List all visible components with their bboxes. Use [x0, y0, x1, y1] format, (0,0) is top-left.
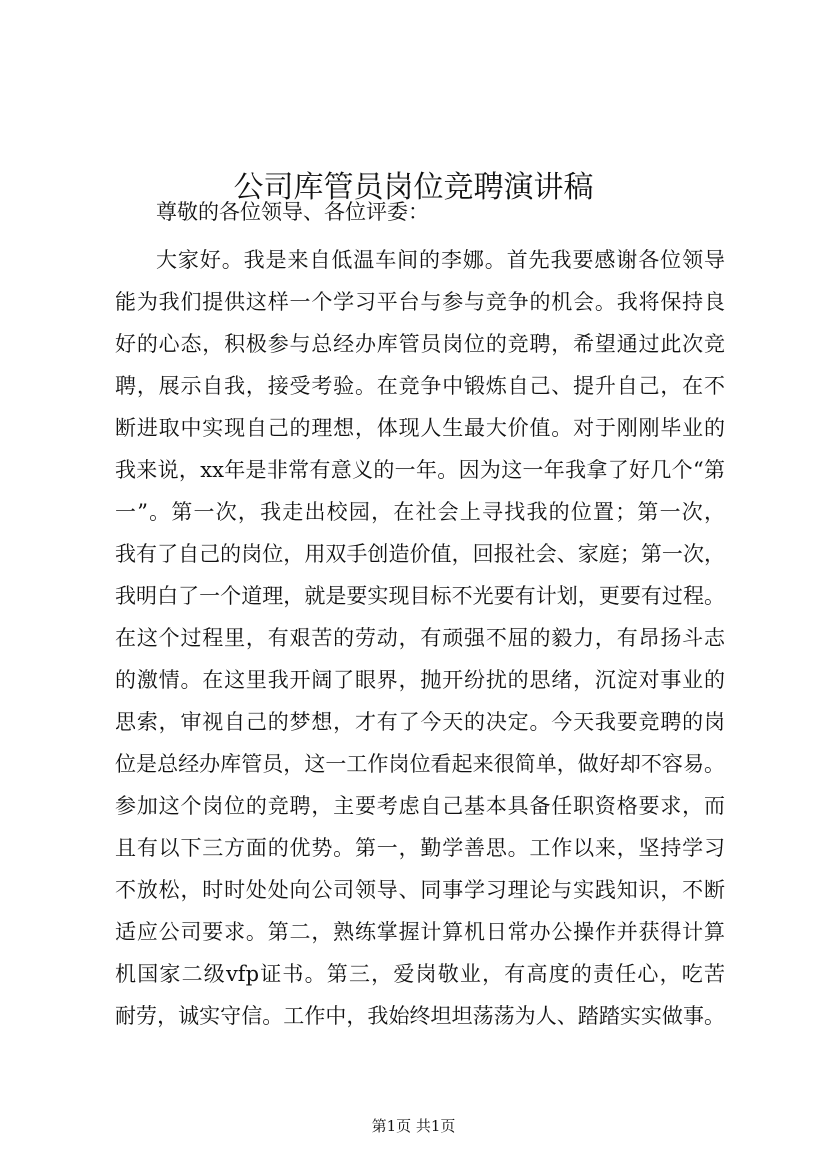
- body-line: 能为我们提供这样一个学习平台与参与竞争的机会。我将保持良: [115, 290, 725, 314]
- salutation: 尊敬的各位领导、各位评委：: [156, 200, 429, 224]
- body-line: 一”。第一次，我走出校园，在社会上寻找我的位置；第一次，: [115, 500, 725, 524]
- body-line: 的激情。在这里我开阔了眼界，抛开纷扰的思绪，沉淀对事业的: [115, 668, 725, 692]
- body-line: 我明白了一个道理，就是要实现目标不光要有计划，更要有过程。: [115, 584, 725, 608]
- body-line: 我来说，xx年是非常有意义的一年。因为这一年我拿了好几个“第: [115, 458, 725, 482]
- body-line: 断进取中实现自己的理想，体现人生最大价值。对于刚刚毕业的: [115, 416, 725, 440]
- body-line: 位是总经办库管员，这一工作岗位看起来很简单，做好却不容易。: [115, 752, 725, 776]
- body-line: 且有以下三方面的优势。第一，勤学善思。工作以来，坚持学习: [115, 836, 725, 860]
- body-line: 我有了自己的岗位，用双手创造价值，回报社会、家庭；第一次，: [115, 542, 725, 566]
- page-footer: 第1页 共1页: [371, 1117, 456, 1135]
- body-line: 参加这个岗位的竞聘，主要考虑自己基本具备任职资格要求，而: [115, 794, 725, 818]
- body-line: 耐劳，诚实守信。工作中，我始终坦坦荡荡为人、踏踏实实做事。: [115, 1004, 725, 1028]
- body-line: 大家好。我是来自低温车间的李娜。首先我要感谢各位领导: [156, 248, 725, 272]
- body-line: 聘，展示自我，接受考验。在竞争中锻炼自己、提升自己，在不: [115, 374, 725, 398]
- body-line: 适应公司要求。第二，熟练掌握计算机日常办公操作并获得计算: [115, 920, 725, 944]
- body-line: 好的心态，积极参与总经办库管员岗位的竞聘，希望通过此次竞: [115, 332, 725, 356]
- body-line: 不放松，时时处处向公司领导、同事学习理论与实践知识，不断: [115, 878, 725, 902]
- body-line: 机国家二级vfp证书。第三，爱岗敬业，有高度的责任心，吃苦: [115, 962, 725, 986]
- document-title: 公司库管员岗位竞聘演讲稿: [233, 170, 594, 206]
- body-line: 在这个过程里，有艰苦的劳动，有顽强不屈的毅力，有昂扬斗志: [115, 626, 725, 650]
- body-line: 思索，审视自己的梦想，才有了今天的决定。今天我要竞聘的岗: [115, 710, 725, 734]
